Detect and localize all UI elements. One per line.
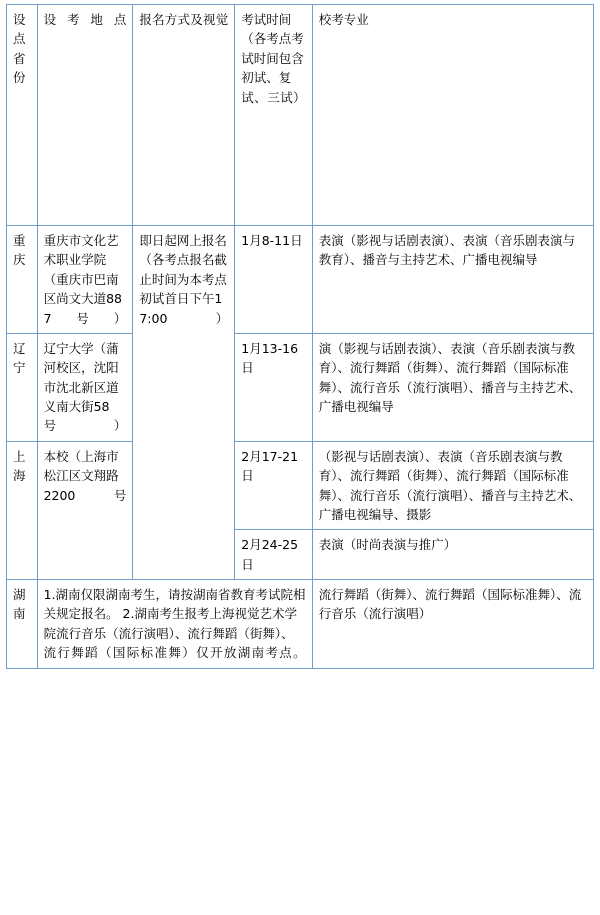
cell-province: 湖南 — [7, 580, 38, 669]
cell-province: 上海 — [7, 441, 38, 579]
exam-schedule-table — [6, 4, 594, 669]
cell-major: 演（影视与话剧表演）、表演（音乐剧表演与教育）、流行舞蹈（街舞）、流行舞蹈（国际标准舞）、流行音乐（流行演唱）、播音与主持艺术、广播电视编导 — [312, 333, 593, 441]
cell-major: 流行舞蹈（街舞）、流行舞蹈（国际标准舞）、流行音乐（流行演唱） — [312, 580, 593, 669]
cell-exam-time: 2月24-25日 — [235, 530, 312, 580]
cell-site: 辽宁大学（蒲河校区，沈阳市沈北新区道义南大街58号） — [37, 333, 133, 441]
cell-province: 辽宁 — [7, 333, 38, 441]
cell-exam-time: 1月8-11日 — [235, 226, 312, 334]
cell-exam-time: 2月17-21日 — [235, 441, 312, 530]
table-header-row — [7, 5, 594, 226]
column-header-exam-time: 考试时间（各考点考试时间包含初试、复试、三试） — [235, 5, 312, 226]
table-row — [7, 226, 594, 334]
table-row — [7, 441, 594, 530]
cell-major: 表演（影视与话剧表演）、表演（音乐剧表演与教育）、播音与主持艺术、广播电视编导 — [312, 226, 593, 334]
cell-major: （影视与话剧表演）、表演（音乐剧表演与教育）、流行舞蹈（街舞）、流行舞蹈（国际标准舞）、流行音乐（流行演唱）、播音与主持艺术、广播电视编导、摄影 — [312, 441, 593, 530]
cell-province: 重庆 — [7, 226, 38, 334]
cell-major: 表演（时尚表演与推广） — [312, 530, 593, 580]
column-header-province: 设点省份 — [7, 5, 38, 226]
cell-site: 重庆市文化艺术职业学院（重庆市巴南区尚文大道887号） — [37, 226, 133, 334]
table-row — [7, 333, 594, 441]
cell-note: 1.湖南仅限湖南考生，请按湖南省教育考试院相关规定报名。 2.湖南考生报考上海视觉艺术学院流行音乐（流行演唱）、流行舞蹈（街舞）、流行舞蹈（国际标准舞）仅开放湖南考点。 — [37, 580, 312, 669]
table-body — [7, 226, 594, 669]
cell-exam-time: 1月13-16日 — [235, 333, 312, 441]
cell-registration: 即日起网上报名（各考点报名截止时间为本考点初试首日下午17:00） — [133, 226, 235, 580]
table-header — [7, 5, 594, 226]
cell-site: 本校（上海市松江区文翔路2200号 — [37, 441, 133, 579]
table-row — [7, 580, 594, 669]
column-header-registration: 报名方式及视觉 — [133, 5, 235, 226]
column-header-site: 设考地点 — [37, 5, 133, 226]
column-header-major: 校考专业 — [312, 5, 593, 226]
